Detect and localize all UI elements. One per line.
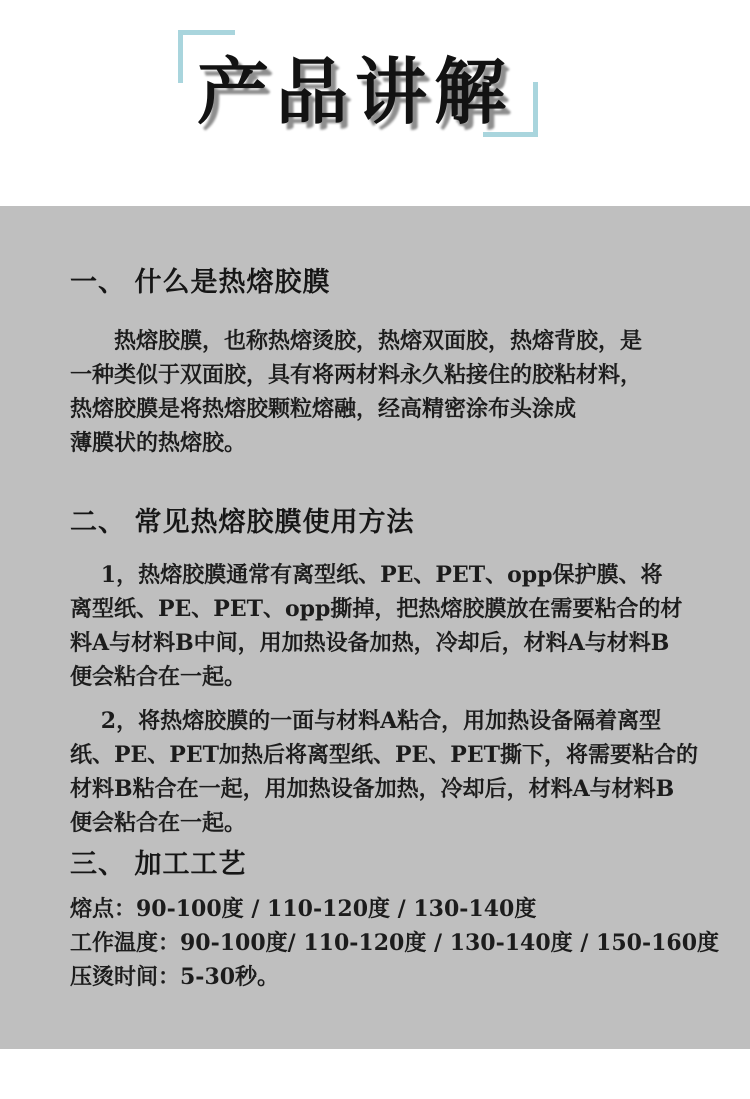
section-1-paragraph: [70, 324, 682, 460]
section-2-paragraph-1: [70, 558, 682, 694]
paragraph-line: 一种类似于双面胶，具有将两材料永久粘接住的胶粘材料，: [70, 362, 643, 388]
hero-header: [0, 0, 750, 206]
page-title: 产品讲解: [197, 53, 514, 133]
paragraph-line: 材料B粘合在一起，用加热设备加热，冷却后，材料A与材料B: [70, 776, 675, 802]
spec-melting-point: 熔点：90-100度 / 110-120度 / 130-140度: [70, 896, 537, 922]
spec-press-time: 压烫时间：5-30秒。: [70, 964, 280, 990]
paragraph-line: 便会粘合在一起。: [70, 664, 247, 690]
paragraph-line: 纸、PE、PET加热后将离型纸、PE、PET撕下，将需要粘合的: [70, 742, 698, 768]
paragraph-line: 热熔胶膜，也称热熔烫胶，热熔双面胶，热熔背胶，是: [114, 328, 643, 354]
paragraph-line: 热熔胶膜是将热熔胶颗粒熔融，经高精密涂布头涂成: [70, 396, 577, 422]
section-2-heading: 二、 常见热熔胶膜使用方法: [70, 507, 415, 537]
paragraph-line: 1，热熔胶膜通常有离型纸、PE、PET、opp保护膜、将: [100, 562, 663, 588]
paragraph-line: 料A与材料B中间，用加热设备加热，冷却后，材料A与材料B: [70, 630, 670, 656]
section-1-heading: 一、 什么是热熔胶膜: [70, 267, 331, 297]
paragraph-line: 薄膜状的热熔胶。: [70, 430, 247, 456]
section-3-heading: 三、 加工工艺: [70, 849, 247, 879]
paragraph-line: 离型纸、PE、PET、opp撕掉，把热熔胶膜放在需要粘合的材: [70, 596, 683, 622]
section-2-paragraph-2: [70, 704, 698, 840]
process-specs: [70, 892, 720, 994]
paragraph-line: 2，将热熔胶膜的一面与材料A粘合，用加热设备隔着离型: [100, 708, 662, 734]
bottom-right-corner-bracket: [483, 82, 538, 137]
spec-working-temperature: 工作温度：90-100度/ 110-120度 / 130-140度 / 150-160度: [70, 930, 720, 956]
paragraph-line: 便会粘合在一起。: [70, 810, 247, 836]
content-panel: [0, 206, 750, 1049]
